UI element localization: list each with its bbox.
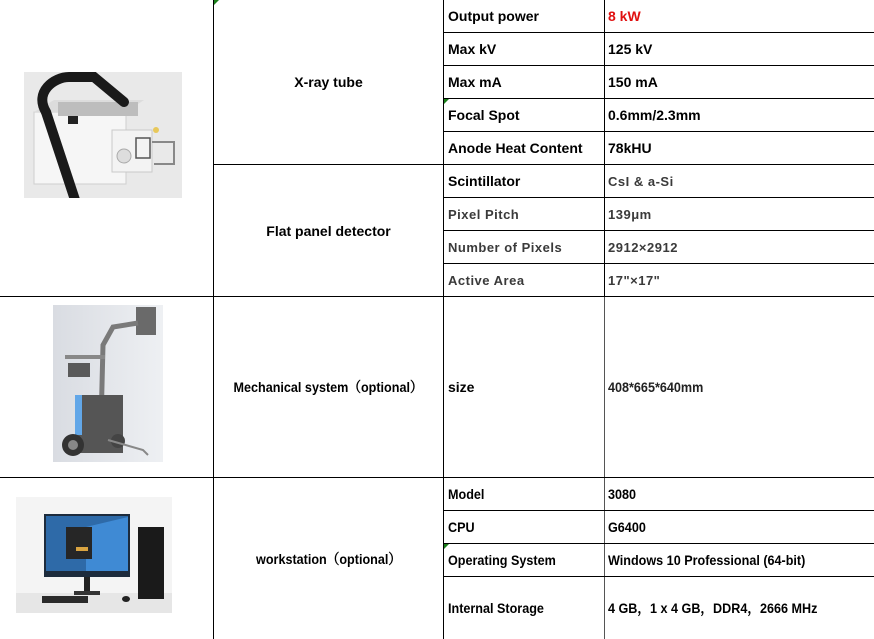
spec-label-text: Number of Pixels [448, 239, 563, 255]
spec-value-text: 0.6mm/2.3mm [608, 107, 701, 123]
spec-label [444, 297, 604, 477]
category-mechanical-system [214, 297, 443, 477]
spec-label [444, 478, 604, 510]
spec-value-text: Windows 10 Professional (64-bit) [608, 552, 806, 568]
spec-label [444, 66, 604, 98]
spec-label [444, 264, 604, 296]
spec-label-text: Active Area [448, 272, 525, 288]
spec-value [605, 511, 874, 543]
spec-value [605, 132, 874, 164]
spec-label-text: Focal Spot [448, 107, 520, 123]
spec-label-text: Anode Heat Content [448, 140, 583, 156]
category-workstation [214, 478, 443, 639]
spec-value [605, 264, 874, 296]
spec-label [444, 231, 604, 263]
portable-xray-generator-image [24, 72, 182, 198]
spec-value [605, 99, 874, 131]
spec-label [444, 544, 604, 576]
spec-value [605, 577, 874, 639]
category-label: Mechanical system（optional） [233, 379, 424, 395]
spec-value [605, 544, 874, 576]
category-xray-tube [214, 0, 443, 164]
spec-value [605, 231, 874, 263]
spec-label [444, 33, 604, 65]
spec-value-text: 2912×2912 [608, 239, 678, 255]
spec-value-text: 4 GB，1 x 4 GB，DDR4，2666 MHz [608, 600, 818, 616]
spec-value-text: G6400 [608, 519, 646, 535]
spec-label [444, 0, 604, 32]
spec-value-text: 78kHU [608, 140, 652, 156]
spec-label-text: size [448, 379, 475, 395]
category-label: X-ray tube [294, 74, 363, 90]
spec-value-text: 3080 [608, 486, 637, 502]
spec-label-text: Scintillator [448, 173, 521, 189]
spec-label-text: CPU [448, 519, 475, 535]
spec-value-text: 139μm [608, 206, 652, 222]
spec-value-text: 8 kW [608, 8, 641, 24]
spec-label [444, 132, 604, 164]
spec-label-text: Operating System [448, 552, 556, 568]
category-label: Flat panel detector [266, 222, 391, 239]
spec-label [444, 165, 604, 197]
spec-label-text: Output power [448, 8, 539, 24]
spec-value-text: 408*665*640mm [608, 379, 704, 395]
spec-label-text: Pixel Pitch [448, 206, 520, 222]
spec-label-text: Model [448, 486, 485, 502]
spec-value-text: 125 kV [608, 41, 653, 57]
spec-value [605, 478, 874, 510]
spec-label [444, 198, 604, 230]
spec-value-text: CsI & a-Si [608, 173, 674, 189]
spec-value [605, 33, 874, 65]
spec-value [605, 0, 874, 32]
spec-label [444, 511, 604, 543]
spec-label-text: Max kV [448, 41, 497, 57]
category-flat-panel-detector [214, 165, 443, 296]
category-label: workstation（optional） [256, 550, 401, 567]
desktop-workstation-image [16, 497, 172, 613]
spec-value [605, 198, 874, 230]
spec-label-text: Internal Storage [448, 600, 544, 616]
spec-value-text: 150 mA [608, 74, 658, 90]
spec-value-text: 17"×17" [608, 272, 661, 288]
spec-value [605, 66, 874, 98]
spec-label [444, 99, 604, 131]
mobile-stand-image [53, 305, 163, 462]
spec-value [605, 165, 874, 197]
spec-label-text: Max mA [448, 74, 502, 90]
spec-label [444, 577, 604, 639]
spec-value [605, 297, 874, 477]
